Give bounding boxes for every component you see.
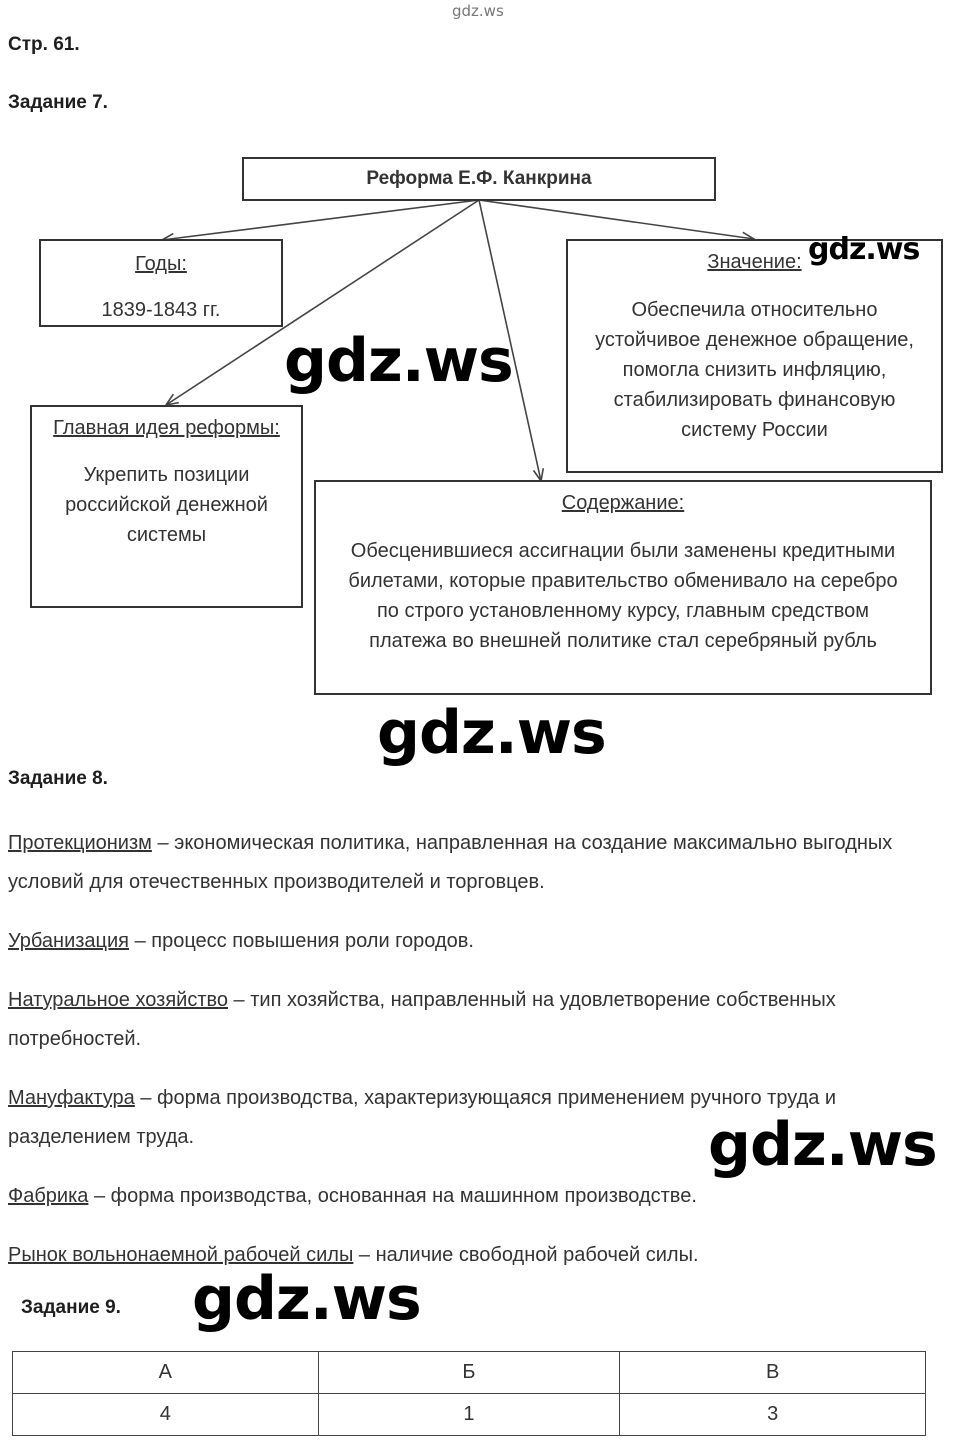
definition-term: Протекционизм	[8, 832, 152, 854]
task7-heading: Задание 7.	[8, 92, 108, 113]
table-cell: 3	[620, 1394, 926, 1436]
idea-text: Укрепить позиции российской денежной системы	[65, 464, 268, 546]
definition-text: – форма производства, характеризующаяся применением ручного труда и разделением труда.	[8, 1087, 837, 1148]
meaning-text: Обеспечила относительно устойчивое денежное обращение, помогла снизить инфляцию, стабилизировать финансовую систему России	[595, 299, 914, 441]
definition-protectionism	[8, 824, 908, 902]
definition-labor-market	[8, 1236, 908, 1275]
table-header-cell: В	[620, 1352, 926, 1394]
table-cell: 1	[318, 1394, 620, 1436]
definition-text: – наличие свободной рабочей силы.	[353, 1244, 699, 1266]
reform-title-box	[242, 157, 716, 201]
years-text: 1839-1843 гг.	[101, 299, 221, 321]
definition-term: Рынок вольнонаемной рабочей силы	[8, 1244, 354, 1266]
arrow-to-meaning	[479, 200, 754, 239]
years-box	[39, 239, 283, 327]
reform-title: Реформа Е.Ф. Канкрина	[366, 168, 592, 189]
content-label: Содержание:	[561, 492, 685, 514]
meaning-box	[566, 239, 943, 473]
table-row	[13, 1394, 926, 1436]
idea-label: Главная идея реформы:	[53, 417, 280, 439]
task8-heading: Задание 8.	[8, 768, 108, 789]
years-label: Годы:	[135, 253, 187, 275]
definition-subsistence	[8, 981, 838, 1059]
task9-heading: Задание 9.	[21, 1297, 121, 1318]
table-header-cell: А	[13, 1352, 319, 1394]
definition-term: Натуральное хозяйство	[8, 989, 228, 1011]
content-box	[314, 480, 932, 695]
table-header-cell: Б	[318, 1352, 620, 1394]
watermark: gdz.ws	[192, 1264, 421, 1334]
watermark: gdz.ws	[284, 326, 513, 396]
page-number: Стр. 61.	[8, 34, 80, 55]
table-cell: 4	[13, 1394, 319, 1436]
content-text: Обесценившиеся ассигнации были заменены кредитными билетами, которые правительство обменивало на серебро по строго установленному курсу, главным средством платежа во внешней политике стал серебряный рубль	[348, 540, 898, 652]
arrow-to-years	[162, 200, 479, 240]
top-watermark: gdz.ws	[452, 2, 504, 20]
watermark-small: gdz.ws	[808, 232, 920, 267]
definition-term: Фабрика	[8, 1185, 89, 1207]
idea-box	[30, 405, 303, 608]
table-header-row	[13, 1352, 926, 1394]
watermark: gdz.ws	[708, 1110, 937, 1180]
meaning-label: Значение:	[707, 251, 802, 273]
definition-text: – процесс повышения роли городов.	[129, 930, 474, 952]
definition-text: – экономическая политика, направленная на создание максимально выгодных условий для отечественных производителей и торговцев.	[8, 832, 893, 893]
watermark: gdz.ws	[377, 698, 606, 768]
answer-table	[12, 1351, 926, 1436]
definition-term: Урбанизация	[8, 930, 130, 952]
definition-text: – тип хозяйства, направленный на удовлетворение собственных потребностей.	[8, 989, 836, 1050]
definition-term: Мануфактура	[8, 1087, 135, 1109]
definition-urbanization	[8, 922, 908, 961]
definition-text: – форма производства, основанная на машинном производстве.	[88, 1185, 697, 1207]
definition-factory	[8, 1177, 908, 1216]
